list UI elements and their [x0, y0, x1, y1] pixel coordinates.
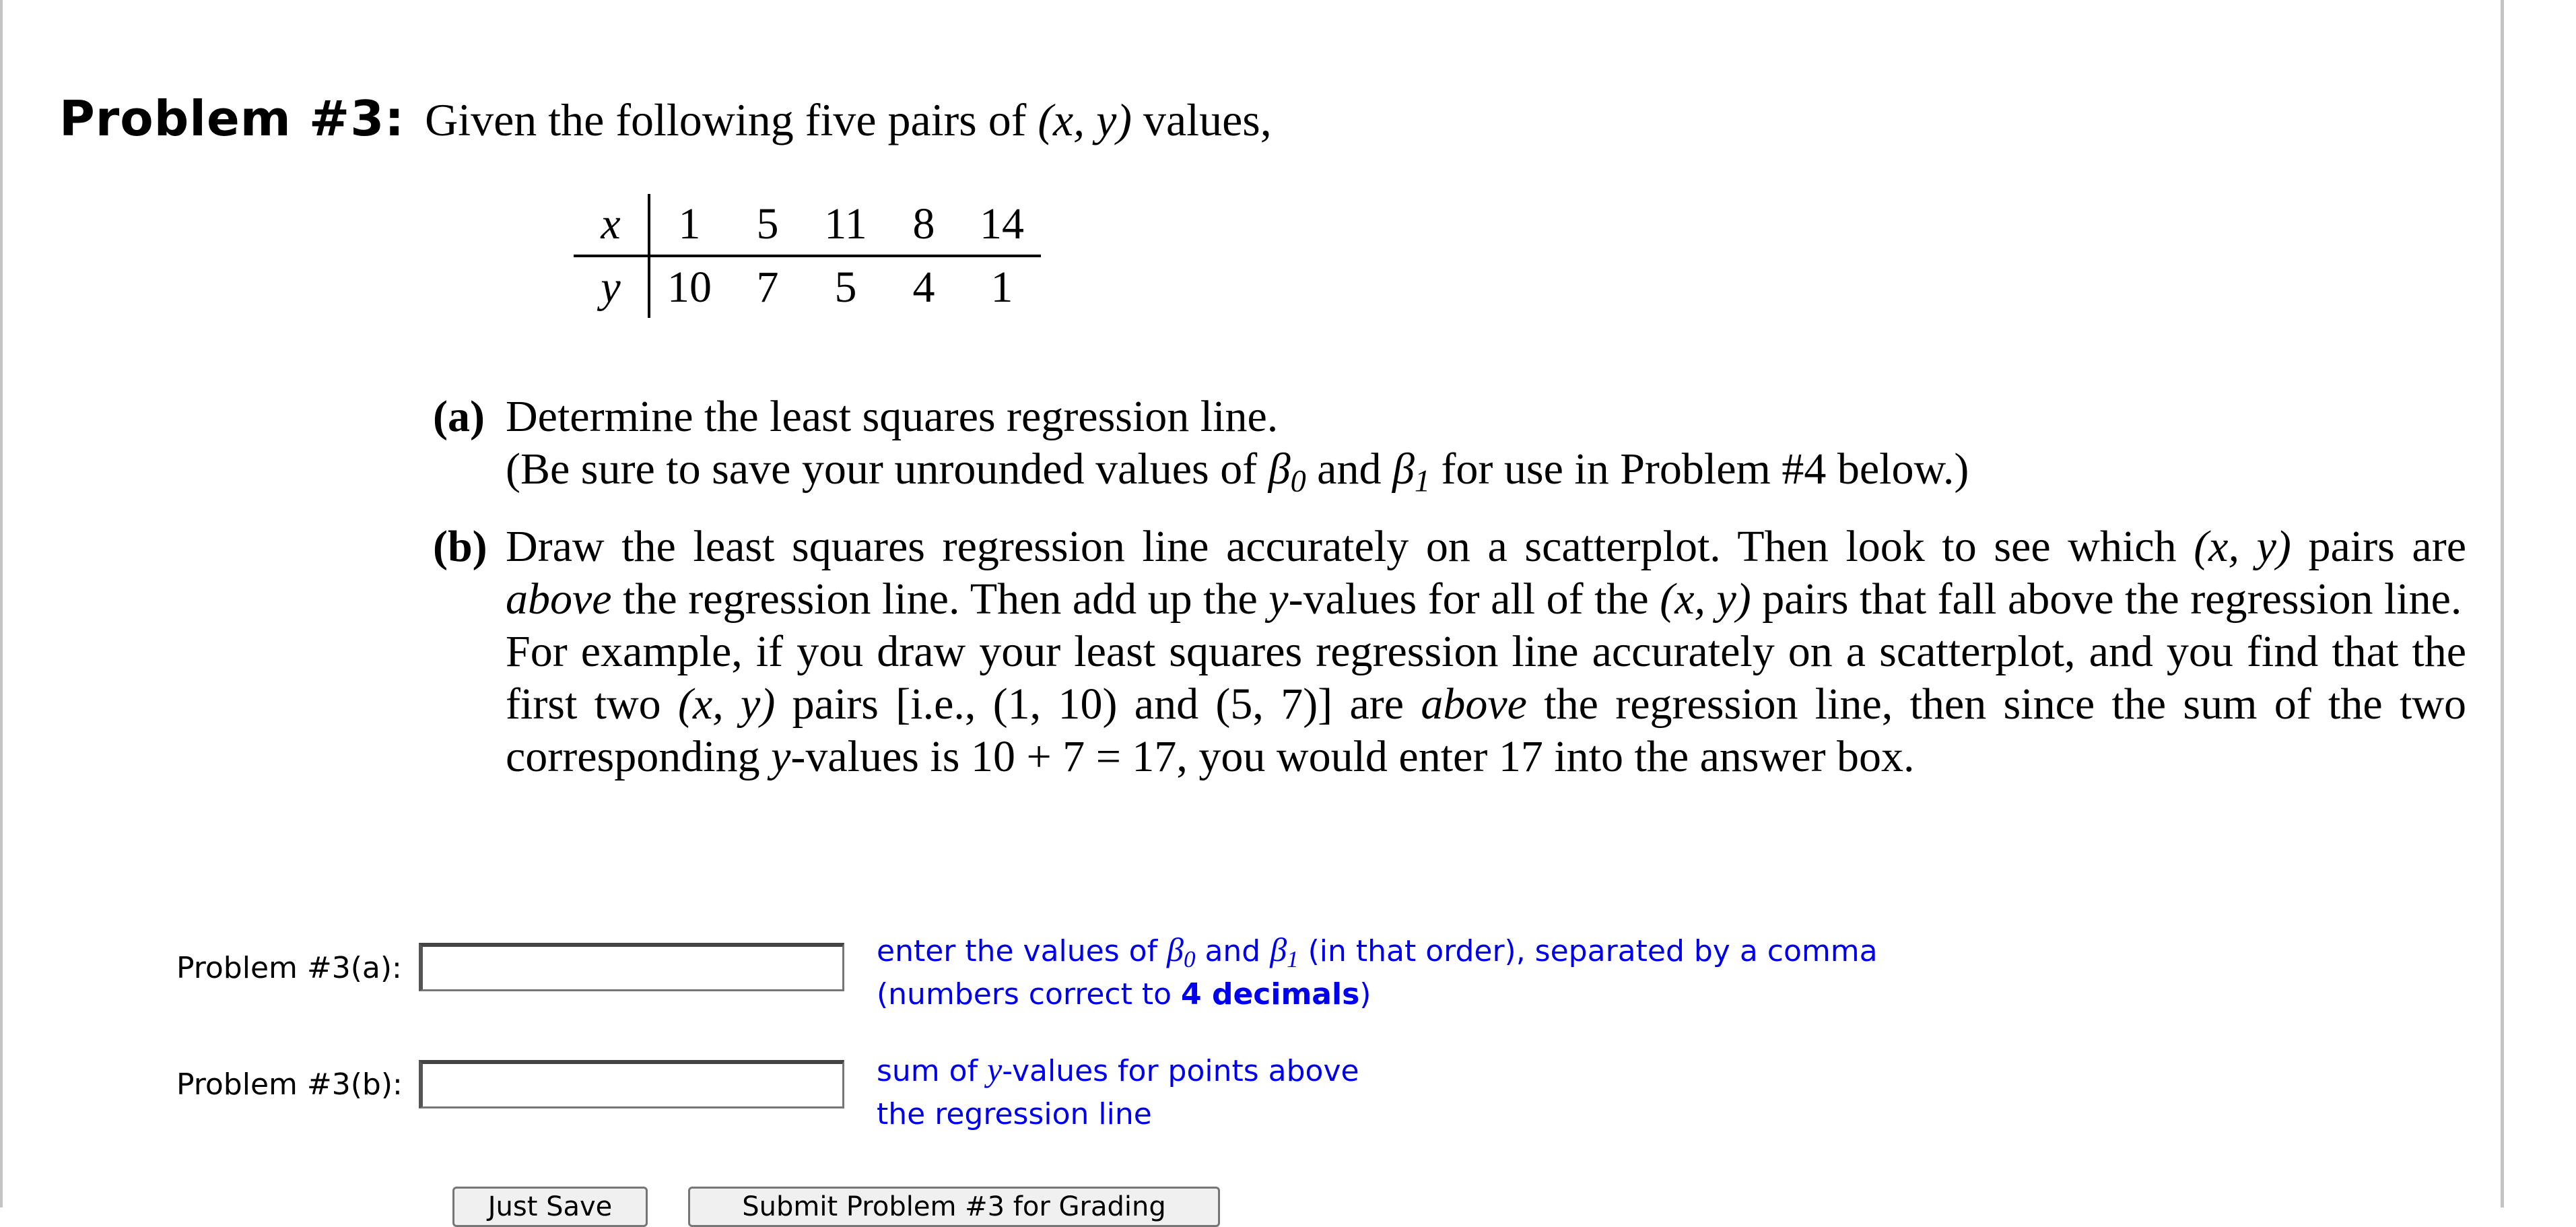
problem-heading	[59, 90, 1272, 147]
part-b-example: For example, if you draw your least squares regression line accurately on a scatterplot, and you find that the first two (x, y) pairs [i.e., (1, 10) and (5, 7)] are above the regression line, then since the sum of the two corresponding y-values is 10 + 7 = 17, you would enter 17 into the answer box.	[506, 627, 2467, 781]
just-save-button[interactable]: Just Save	[452, 1187, 648, 1227]
left-border	[0, 0, 3, 1207]
beta-1-symbol: $\beta_1$	[1270, 931, 1299, 972]
part-a-body	[506, 391, 2466, 496]
submit-button[interactable]: Submit Problem #3 for Grading	[688, 1187, 1220, 1227]
answer-b-hint	[877, 1048, 1359, 1136]
answer-a-input[interactable]	[419, 943, 844, 991]
x-value: 1	[649, 194, 728, 256]
beta-0-symbol: $\beta_0$	[1167, 931, 1196, 972]
y-value: 4	[912, 263, 935, 312]
x-value: 8	[885, 194, 963, 256]
part-b-instruction: Draw the least squares regression line accurately on a scatterplot. Then look to see which (x, y) pairs are above the regression line. Then add up the y-values for all of the (x, y) pairs that fall above the regression line.	[506, 522, 2466, 624]
y-value: 7	[756, 263, 779, 312]
answer-b-label: Problem #3(b):	[176, 1067, 403, 1102]
part-b-body	[506, 521, 2466, 783]
answer-a-hint	[877, 928, 1878, 1016]
part-a-instruction: Determine the least squares regression line.	[506, 392, 1279, 441]
y-row	[574, 256, 1041, 318]
x-row-label: x	[574, 194, 649, 256]
part-a-note: (Be sure to save your unrounded values of $\beta_0$ and $\beta_1$ for use in Problem #4 below.)	[506, 444, 1969, 498]
answer-a-hint-line1: enter the values of $\beta_0$ and $\beta_1$ (in that order), separated by a comma	[877, 931, 1878, 972]
xy-data-table	[574, 194, 1041, 318]
beta-0-symbol: $\beta_0$	[1268, 444, 1306, 498]
y-row-label: y	[574, 256, 649, 318]
beta-1-symbol: $\beta_1$	[1392, 444, 1430, 498]
part-b-label: (b)	[433, 522, 487, 571]
answer-b-hint-line2: the regression line	[877, 1097, 1152, 1131]
right-border	[2501, 0, 2504, 1207]
y-value: 1	[990, 263, 1013, 312]
x-value: 14	[963, 194, 1041, 256]
problem-title: Problem #3:	[59, 90, 405, 147]
part-b	[433, 521, 2466, 783]
part-a-label: (a)	[433, 392, 485, 441]
x-value: 5	[728, 194, 807, 256]
problem-intro: Given the following five pairs of (x, y) values,	[425, 94, 1272, 145]
answer-b-input[interactable]	[419, 1060, 844, 1108]
y-value: 10	[667, 263, 712, 312]
part-a	[433, 391, 2466, 496]
answer-a-label: Problem #3(a):	[176, 951, 402, 985]
y-value: 5	[834, 263, 857, 312]
answer-b-hint-line1: sum of y-values for points above	[877, 1051, 1359, 1088]
answer-a-hint-line2: (numbers correct to 4 decimals)	[877, 977, 1371, 1012]
x-value: 11	[807, 194, 885, 256]
x-row	[574, 194, 1041, 256]
